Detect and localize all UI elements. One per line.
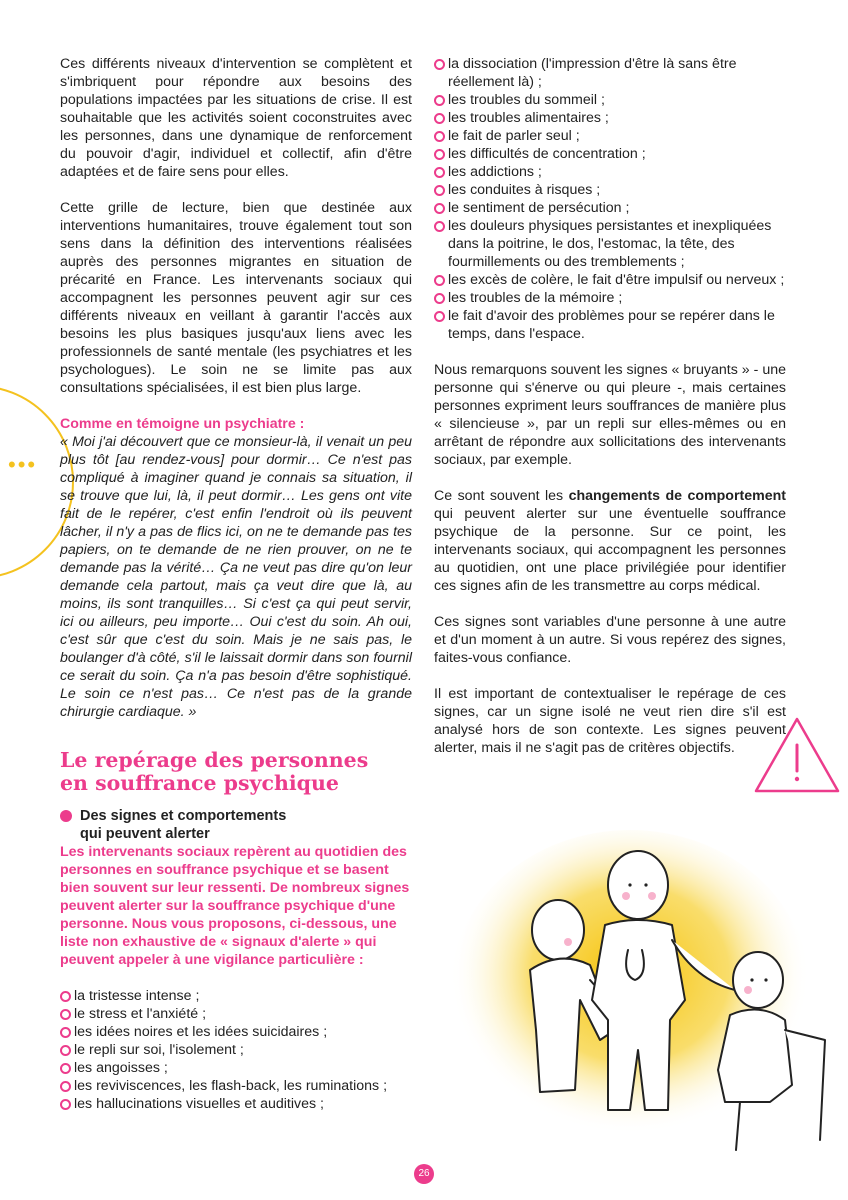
list-item: les excès de colère, le fait d'être impulsif ou nerveux ; [434,271,786,289]
caregivers-illustration [440,830,840,1160]
list-item: la tristesse intense ; [60,987,412,1005]
circle-bullet-icon [434,203,445,214]
intro-signs-paragraph: Les intervenants sociaux repèrent au quotidien des personnes en souffrance psychique et se basent bien souvent sur leur ressenti. De nombreux signes peuvent alerter sur la souffrance psychique d'une personne. Nous vous proposons, ci-dessous, une liste non exhaustive de « signaux d'alerte » qui peuvent appeler à une vigilance particulière : [60,844,410,968]
circle-bullet-icon [434,149,445,160]
list-item: les troubles alimentaires ; [434,109,786,127]
section-heading-line2: en souffrance psychique [60,771,339,795]
circle-bullet-icon [434,221,445,232]
circle-bullet-icon [60,1009,71,1020]
circle-bullet-icon [434,311,445,322]
intro-paragraph: Ces différents niveaux d'intervention se complètent et s'imbriquent pour répondre aux besoins des populations impactées par les situations de crise. Il est souhaitable que les activités soient coconstruites avec les personnes, dans une dynamique de renforcement du pouvoir d'agir, individuel et collectif, afin d'être adaptées et de faire sens pour elles. [60,56,412,180]
signs-list-left [60,987,412,1113]
right-column [434,55,786,775]
circle-bullet-icon [60,1027,71,1038]
list-item: les troubles de la mémoire ; [434,289,786,307]
pink-dot-icon [60,810,72,822]
subheading [60,807,412,843]
list-item: les hallucinations visuelles et auditives ; [60,1095,412,1113]
psychiatrist-quote: « Moi j'ai découvert que ce monsieur-là, il venait un peu plus tôt [au rendez-vous] pour dormir… Ce n'est pas compliqué à imaginer quand je connais sa situation, il se trouve que lui, là, il peut dormir… Les gens ont vite fait de le repérer, c'est enfin l'endroit où ils peuvent lâcher, il n'y a pas de flics ici, on ne te demande pas tes papiers, on te demande de ne rien prouver, on ne te demande pas la vérité… Ça ne veut pas dire qu'on leur demande cela partout, mais ça veut dire que là, au moins, ils sont tranquilles… Si c'est ça qui peut servir, ici ou ailleurs, peu importe… Oui c'est du soin. Ah oui, c'est sûr que c'est du soin. Mais je ne sais pas, le boulanger d'à côté, s'il le laissait dormir dans son fournil ce serait du soin. Ça n'a pas besoin d'être sophistiqué. Le soin ce n'est pas… Ce n'est pas de la grande chirurgie cardiaque. » [60,434,412,720]
circle-bullet-icon [434,59,445,70]
quote-intro: Comme en témoigne un psychiatre : [60,416,305,432]
page-number: 26 [414,1164,434,1184]
variability-paragraph: Ces signes sont variables d'une personne à une autre et d'un moment à un autre. Si vous repérez des signes, faites-vous confiance. [434,614,786,666]
circle-bullet-icon [60,991,71,1002]
section-heading [60,749,412,795]
circle-bullet-icon [434,131,445,142]
list-item: la dissociation (l'impression d'être là sans être réellement là) ; [434,55,786,91]
circle-bullet-icon [434,95,445,106]
decorative-dots: ••• [8,452,38,477]
circle-bullet-icon [60,1063,71,1074]
warning-triangle-icon [752,715,842,797]
circle-bullet-icon [60,1045,71,1056]
section-heading-line1: Le repérage des personnes [60,748,369,772]
circle-bullet-icon [434,293,445,304]
list-item: les addictions ; [434,163,786,181]
list-item: les angoisses ; [60,1059,412,1077]
left-column [60,55,412,1113]
grid-paragraph: Cette grille de lecture, bien que destinée aux interventions humanitaires, trouve également tout son sens dans la définition des interventions réalisées auprès des personnes migrantes en situation de précarité en France. Les intervenants sociaux qui accompagnent les personnes peuvent agir sur ces différents niveaux en veillant à garantir l'accès aux besoins les plus basiques jusqu'aux liens avec les professionnels de santé mentale (les psychiatres et les psychologues). Le soin ne se limite pas aux consultations spécialisées, il est bien plus large. [60,200,412,396]
circle-bullet-icon [434,167,445,178]
circle-bullet-icon [434,113,445,124]
subheading-line1: Des signes et comportements [80,808,287,824]
list-item: les douleurs physiques persistantes et inexpliquées dans la poitrine, le dos, l'estomac, la tête, des fourmillements ou des tremblements ; [434,217,786,271]
list-item: le stress et l'anxiété ; [60,1005,412,1023]
list-item: le fait de parler seul ; [434,127,786,145]
signals-paragraph: Nous remarquons souvent les signes « bruyants » - une personne qui s'énerve ou qui pleure -, mais certaines personnes expriment leurs souffrances de manière plus « silencieuse », par un repli sur elles-mêmes ou en arrêtant de répondre aux sollicitations des intervenants sociaux, par exemple. [434,362,786,468]
circle-bullet-icon [434,185,445,196]
behavior-change-paragraph: Ce sont souvent les changements de comportement qui peuvent alerter sur une éventuelle souffrance psychique de la personne. Sur ce point, les intervenants sociaux, qui accompagnent les personnes au quotidien, ont une place privilégiée pour identifier ces signes afin de les transmettre au corps médical. [434,488,787,594]
list-item: le fait d'avoir des problèmes pour se repérer dans le temps, dans l'espace. [434,307,786,343]
list-item: les troubles du sommeil ; [434,91,786,109]
subheading-line2: qui peuvent alerter [80,826,210,842]
list-item: le repli sur soi, l'isolement ; [60,1041,412,1059]
circle-bullet-icon [60,1081,71,1092]
list-item: les reviviscences, les flash-back, les ruminations ; [60,1077,412,1095]
signs-list-right [434,55,786,343]
circle-bullet-icon [60,1099,71,1110]
circle-bullet-icon [434,275,445,286]
context-paragraph: Il est important de contextualiser le repérage de ces signes, car un signe isolé ne veut rien dire s'il est analysé hors de son contexte. Les signes peuvent alerter, mais il ne s'agit pas de critères objectifs. [434,686,786,756]
list-item: les conduites à risques ; [434,181,786,199]
list-item: les difficultés de concentration ; [434,145,786,163]
list-item: les idées noires et les idées suicidaires ; [60,1023,412,1041]
list-item: le sentiment de persécution ; [434,199,786,217]
